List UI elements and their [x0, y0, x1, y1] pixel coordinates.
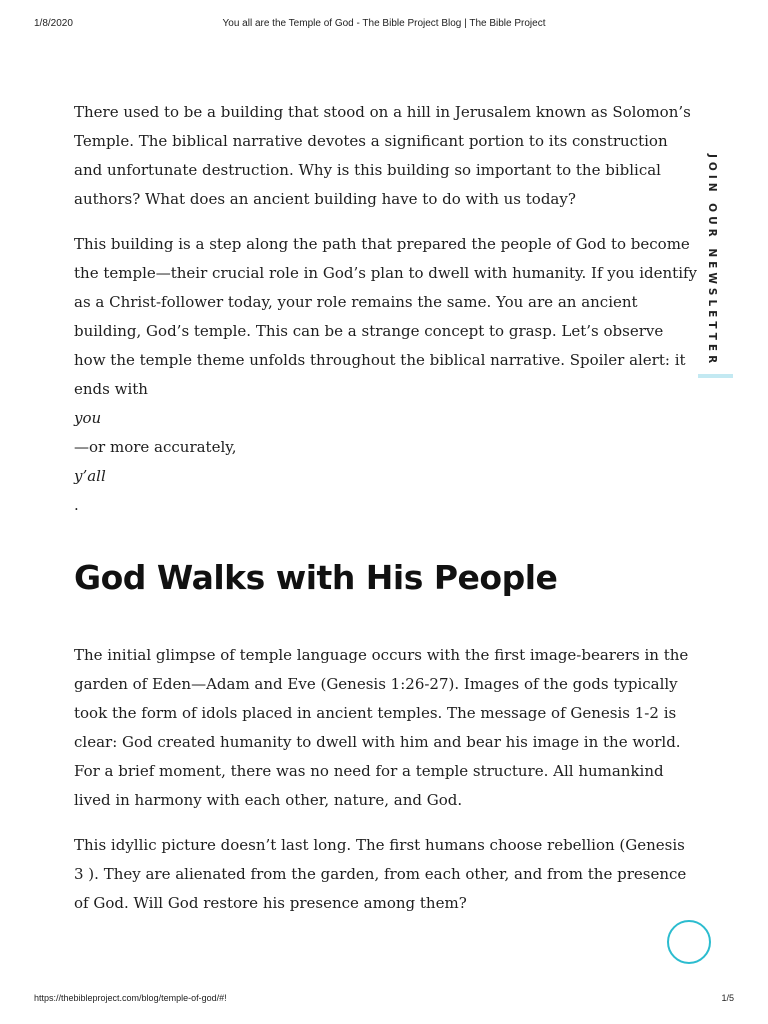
chat-circle-button[interactable] — [667, 920, 711, 964]
intro-paragraph-2 — [74, 230, 698, 520]
section-paragraph-2: This idyllic picture doesn’t last long. The first humans choose rebellion (Genesis 3 ). They are alienated from the garden, from each other, and from the presence of God. Will God restore his presence among them? — [74, 836, 687, 912]
section-paragraph-1: The initial glimpse of temple language occurs with the first image-bearers in the garden of Eden—Adam and Eve (Genesis 1:26-27). Images of the gods typically took the form of idols placed in ancient temples. The message of Genesis 1-2 is clear: God created humanity to dwell with him and bear his image in the world. For a brief moment, there was no need for a temple structure. All humankind lived in harmony with each other, nature, and God. — [74, 646, 689, 809]
article-intro — [74, 98, 698, 536]
join-newsletter-tab[interactable]: JOIN OUR NEWSLETTER — [706, 154, 718, 368]
intro-yall: y’all — [74, 467, 106, 485]
intro-paragraph-2-text: This building is a step along the path that prepared the people of God to become the temple—their crucial role in God’s plan to dwell with humanity. If you identify as a Christ-follower today, your role remains the same. You are an ancient building, God’s temple. This can be a strange concept to grasp. Let’s observe how the temple theme unfolds throughout the biblical narrative. Spoiler alert: it ends with — [74, 235, 698, 398]
intro-you: you — [74, 409, 102, 427]
print-title: You all are the Temple of God - The Bible Project Blog | The Bible Project — [222, 18, 546, 29]
newsletter-underline — [698, 374, 733, 378]
intro-more: —or more accurately, — [74, 438, 237, 456]
article-section — [74, 641, 698, 934]
print-date: 1/8/2020 — [34, 18, 73, 29]
intro-period: . — [74, 496, 79, 514]
section-heading: God Walks with His People — [74, 558, 558, 597]
intro-paragraph-1: There used to be a building that stood on a hill in Jerusalem known as Solomon’s Temple. The biblical narrative devotes a significant portion to its construction and unfortunate destruction. Why is this building so important to the biblical authors? What does an ancient building have to do with us today? — [74, 103, 691, 208]
print-url: https://thebibleproject.com/blog/temple-of-god/#! — [34, 993, 227, 1003]
print-page-number: 1/5 — [721, 993, 734, 1003]
